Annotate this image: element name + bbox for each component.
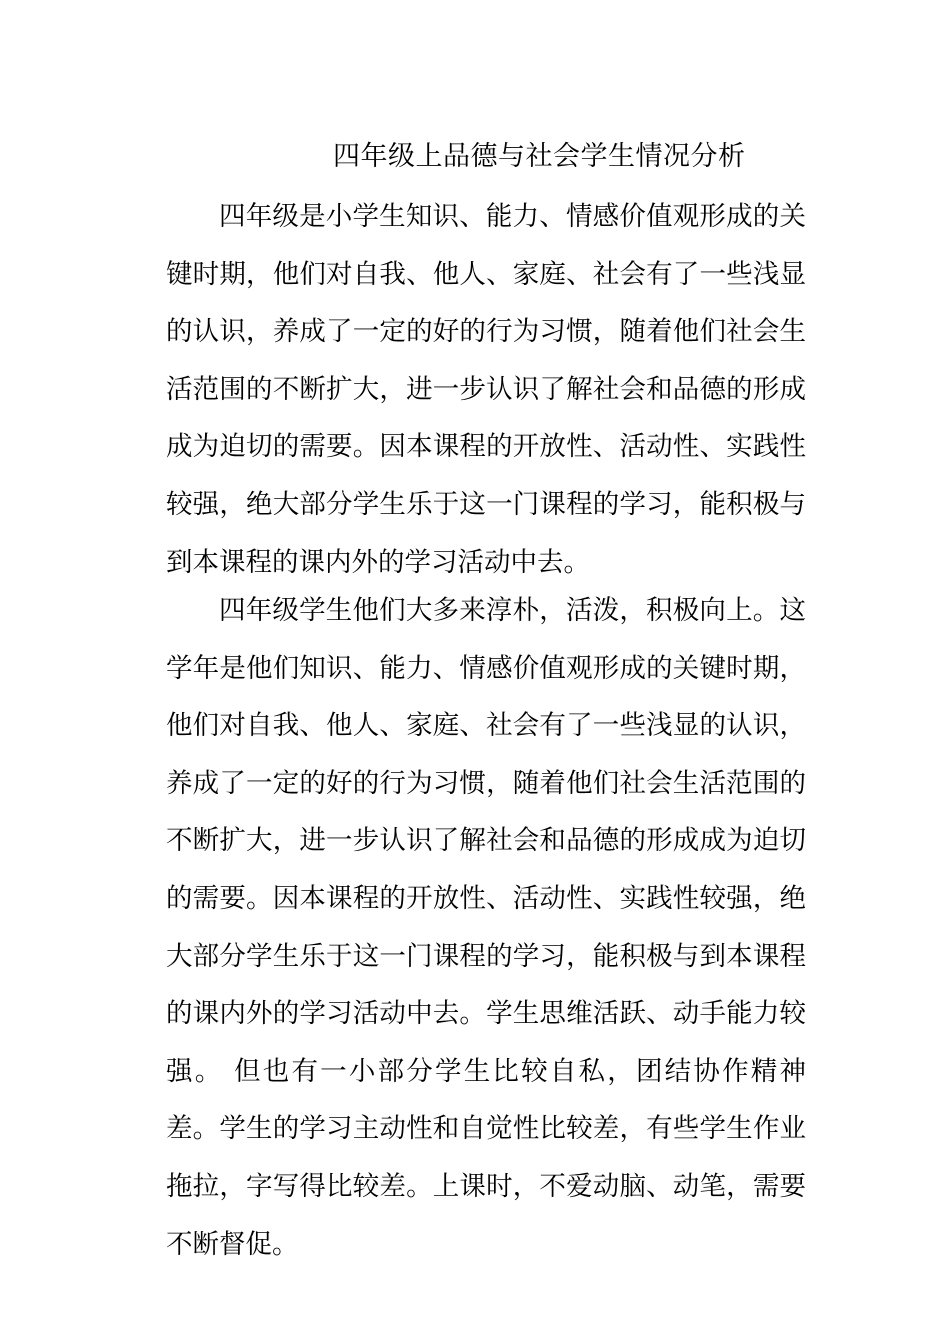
paragraph-2: 四年级学生他们大多来淳朴，活泼，积极向上。这学年是他们知识、能力、情感价值观形成的关键时期，他们对自我、他人、家庭、社会有了一些浅显的认识，养成了一定的好的行为习惯，随着他们社会生活范围的不断扩大，进一步认识了解社会和品德的形成成为迫切的需要。因本课程的开放性、活动性、实践性较强，绝大部分学生乐于这一门课程的学习，能积极与到本课程的课内外的学习活动中去。学生思维活跃、动手能力较强。 但也有一小部分学生比较自私，团结协作精神差。学生的学习主动性和自觉性比较差，有些学生作业拖拉，字写得比较差。上课时，不爱动脑、动笔，需要不断督促。 xyxy=(166,595,806,1260)
paragraph-1: 四年级是小学生知识、能力、情感价值观形成的关键时期，他们对自我、他人、家庭、社会有了一些浅显的认识，养成了一定的好的行为习惯，随着他们社会生活范围的不断扩大，进一步认识了解社会和品德的形成成为迫切的需要。因本课程的开放性、活动性、实践性较强，绝大部分学生乐于这一门课程的学习，能积极与到本课程的课内外的学习活动中去。 xyxy=(166,201,806,578)
document-title: 四年级上品德与社会学生情况分析 xyxy=(333,141,746,172)
